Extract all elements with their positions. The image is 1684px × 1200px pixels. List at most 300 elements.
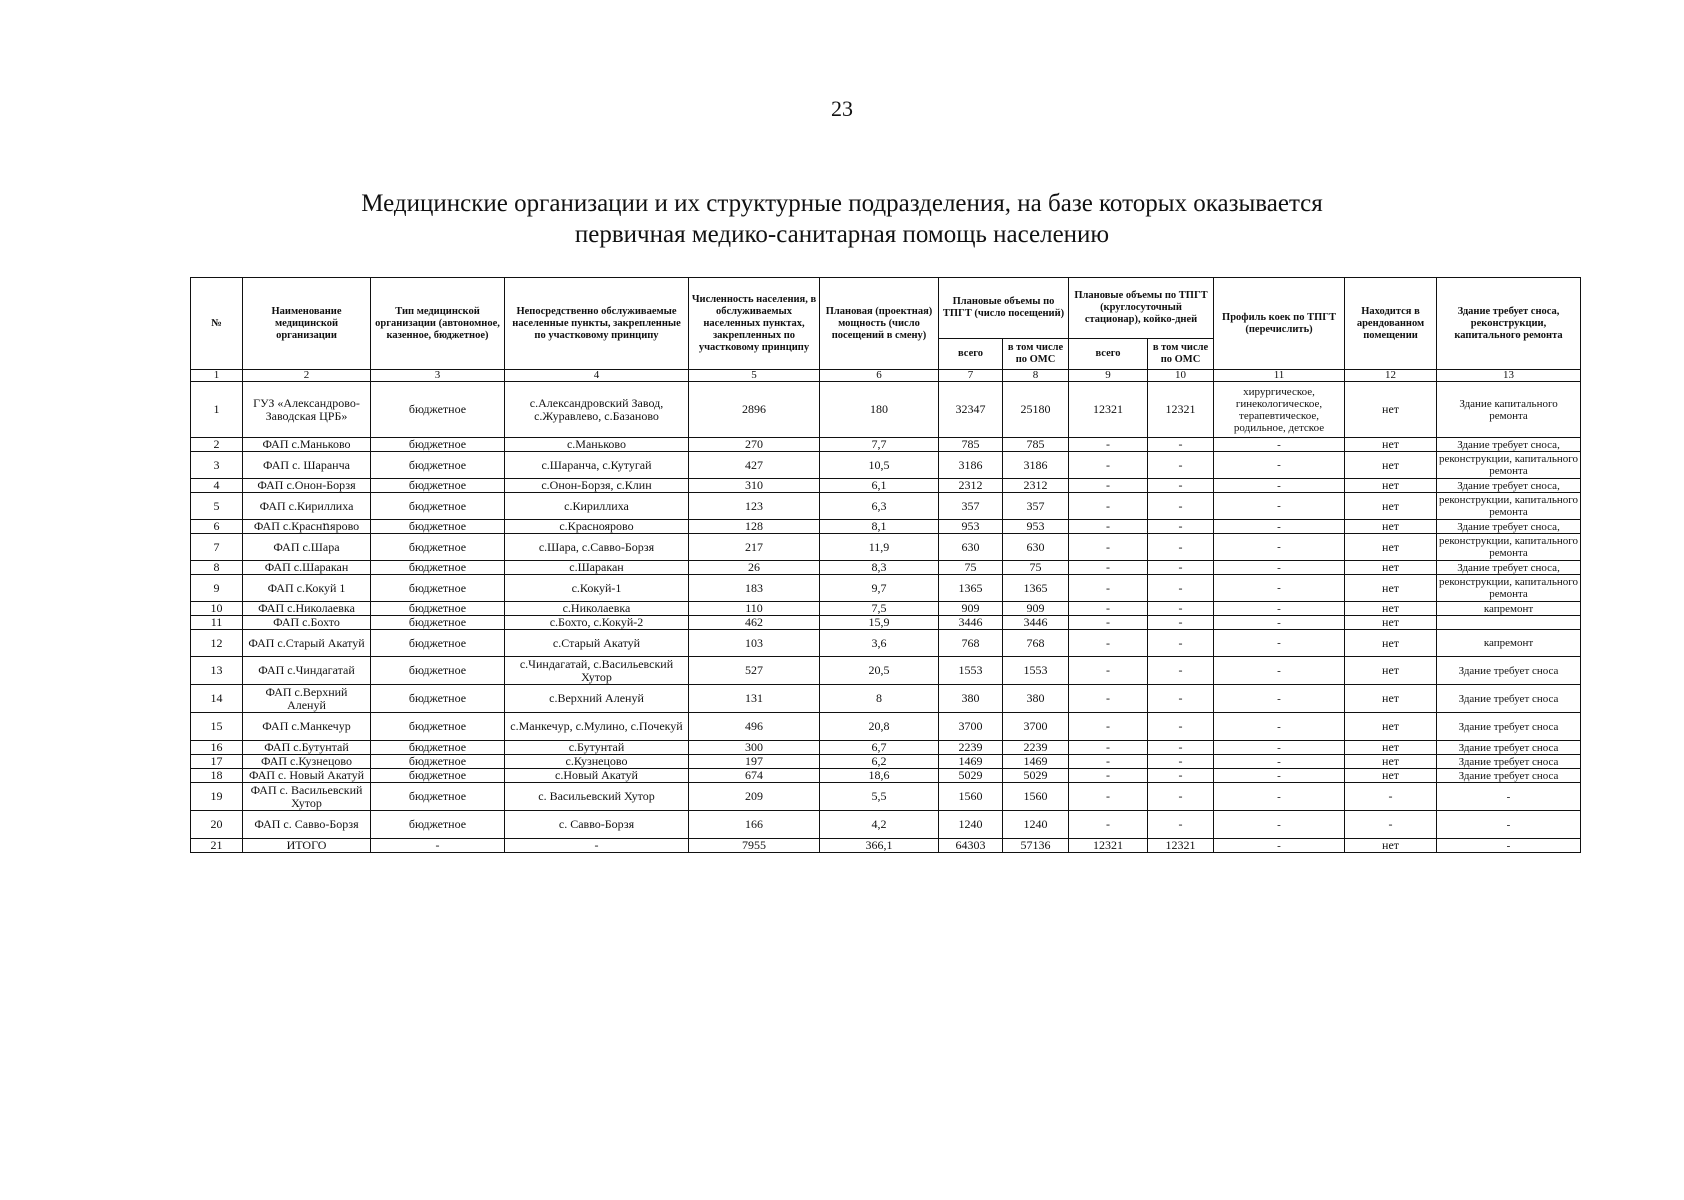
- cell-settlements: с.Старый Акатуй: [505, 630, 689, 657]
- cell-population: 427: [689, 452, 820, 479]
- cell-rented: нет: [1345, 616, 1437, 630]
- cell-capacity: 8,3: [820, 561, 939, 575]
- cell-org-name: ФАП с.Чиндагатай: [243, 657, 371, 685]
- column-number: 7: [939, 370, 1003, 382]
- cell-capacity: 18,6: [820, 769, 939, 783]
- cell-bed-profile: -: [1214, 657, 1345, 685]
- cell-population: 197: [689, 755, 820, 769]
- cell-beddays-total: -: [1069, 769, 1148, 783]
- cell-visits-oms: 357: [1003, 493, 1069, 520]
- cell-org-type: -: [371, 839, 505, 853]
- organizations-table: [190, 277, 1581, 853]
- cell-org-name: ФАП с.Маньково: [243, 438, 371, 452]
- cell-org-name: ФАП с. Васильевский Хутор: [243, 783, 371, 811]
- cell-population: 166: [689, 811, 820, 839]
- cell-visits-total: 357: [939, 493, 1003, 520]
- cell-visits-total: 5029: [939, 769, 1003, 783]
- cell-beddays-total: -: [1069, 561, 1148, 575]
- cell-beddays-oms: -: [1148, 630, 1214, 657]
- cell-number: 21: [191, 839, 243, 853]
- cell-beddays-oms: -: [1148, 755, 1214, 769]
- cell-number: 16: [191, 741, 243, 755]
- cell-number: 2: [191, 438, 243, 452]
- cell-capacity: 6,3: [820, 493, 939, 520]
- cell-visits-oms: 3700: [1003, 713, 1069, 741]
- cell-beddays-total: 12321: [1069, 382, 1148, 438]
- cell-capacity: 6,1: [820, 479, 939, 493]
- column-number: 13: [1437, 370, 1581, 382]
- cell-settlements: с.Николаевка: [505, 602, 689, 616]
- table-row: [191, 616, 1581, 630]
- cell-capacity: 180: [820, 382, 939, 438]
- cell-settlements: с.Бутунтай: [505, 741, 689, 755]
- cell-org-type: бюджетное: [371, 452, 505, 479]
- cell-visits-total: 1469: [939, 755, 1003, 769]
- cell-rented: нет: [1345, 630, 1437, 657]
- header-visits-total: всего: [939, 339, 1003, 370]
- cell-beddays-total: -: [1069, 657, 1148, 685]
- cell-rented: нет: [1345, 685, 1437, 713]
- cell-beddays-total: -: [1069, 755, 1148, 769]
- header-number: №: [191, 278, 243, 370]
- cell-population: 217: [689, 534, 820, 561]
- cell-building-state: реконструкции, капитального ремонта: [1437, 534, 1581, 561]
- cell-settlements: с.Кокуй-1: [505, 575, 689, 602]
- table-row: [191, 839, 1581, 853]
- cell-population: 270: [689, 438, 820, 452]
- cell-settlements: с.Новый Акатуй: [505, 769, 689, 783]
- cell-org-type: бюджетное: [371, 493, 505, 520]
- table-row: [191, 534, 1581, 561]
- cell-population: 674: [689, 769, 820, 783]
- cell-visits-oms: 5029: [1003, 769, 1069, 783]
- header-rented: Находится в арендованном помещении: [1345, 278, 1437, 370]
- cell-org-type: бюджетное: [371, 520, 505, 534]
- cell-org-name: ИТОГО: [243, 839, 371, 853]
- cell-beddays-total: -: [1069, 685, 1148, 713]
- cell-beddays-oms: -: [1148, 493, 1214, 520]
- column-number: 3: [371, 370, 505, 382]
- cell-rented: нет: [1345, 534, 1437, 561]
- table-row: [191, 630, 1581, 657]
- cell-org-type: бюджетное: [371, 479, 505, 493]
- cell-settlements: с. Васильевский Хутор: [505, 783, 689, 811]
- cell-beddays-total: -: [1069, 602, 1148, 616]
- cell-rented: нет: [1345, 520, 1437, 534]
- cell-visits-total: 64303: [939, 839, 1003, 853]
- cell-org-name: ФАП с. Шаранча: [243, 452, 371, 479]
- cell-capacity: 3,6: [820, 630, 939, 657]
- cell-bed-profile: -: [1214, 493, 1345, 520]
- cell-population: 527: [689, 657, 820, 685]
- cell-visits-oms: 75: [1003, 561, 1069, 575]
- cell-beddays-total: -: [1069, 493, 1148, 520]
- cell-bed-profile: -: [1214, 438, 1345, 452]
- cell-rented: нет: [1345, 493, 1437, 520]
- cell-number: 17: [191, 755, 243, 769]
- cell-building-state: реконструкции, капитального ремонта: [1437, 452, 1581, 479]
- cell-visits-total: 1553: [939, 657, 1003, 685]
- cell-bed-profile: -: [1214, 741, 1345, 755]
- cell-beddays-oms: -: [1148, 438, 1214, 452]
- header-settlements: Непосредственно обслуживаемые населенные пункты, закрепленные по участковому принципу: [505, 278, 689, 370]
- cell-rented: нет: [1345, 755, 1437, 769]
- cell-beddays-total: 12321: [1069, 839, 1148, 853]
- cell-org-type: бюджетное: [371, 811, 505, 839]
- cell-bed-profile: -: [1214, 630, 1345, 657]
- cell-population: 496: [689, 713, 820, 741]
- cell-building-state: капремонт: [1437, 630, 1581, 657]
- cell-beddays-total: -: [1069, 811, 1148, 839]
- cell-number: 10: [191, 602, 243, 616]
- cell-visits-total: 768: [939, 630, 1003, 657]
- column-number: 8: [1003, 370, 1069, 382]
- table-row: [191, 769, 1581, 783]
- cell-building-state: Здание требует сноса,: [1437, 479, 1581, 493]
- cell-number: 9: [191, 575, 243, 602]
- table-row: [191, 602, 1581, 616]
- cell-visits-oms: 1240: [1003, 811, 1069, 839]
- cell-building-state: Здание требует сноса: [1437, 755, 1581, 769]
- cell-visits-oms: 25180: [1003, 382, 1069, 438]
- table-row: [191, 755, 1581, 769]
- cell-capacity: 7,5: [820, 602, 939, 616]
- title-line-2: первичная медико-санитарная помощь населению: [574, 221, 1110, 248]
- cell-visits-oms: 1469: [1003, 755, 1069, 769]
- cell-bed-profile: -: [1214, 811, 1345, 839]
- cell-bed-profile: -: [1214, 561, 1345, 575]
- cell-number: 7: [191, 534, 243, 561]
- cell-org-name: ФАП с.Бохто: [243, 616, 371, 630]
- cell-building-state: Здание требует сноса,: [1437, 438, 1581, 452]
- cell-org-name: ФАП с.Онон-Борзя: [243, 479, 371, 493]
- cell-rented: нет: [1345, 769, 1437, 783]
- cell-org-name: ФАП с.Николаевка: [243, 602, 371, 616]
- cell-settlements: -: [505, 839, 689, 853]
- column-number: 1: [191, 370, 243, 382]
- table-row: [191, 452, 1581, 479]
- cell-org-type: бюджетное: [371, 438, 505, 452]
- cell-settlements: с.Чиндагатай, с.Васильевский Хутор: [505, 657, 689, 685]
- cell-number: 18: [191, 769, 243, 783]
- cell-visits-oms: 3446: [1003, 616, 1069, 630]
- table-row: [191, 438, 1581, 452]
- cell-beddays-total: -: [1069, 534, 1148, 561]
- cell-number: 12: [191, 630, 243, 657]
- cell-bed-profile: -: [1214, 685, 1345, 713]
- column-number: 10: [1148, 370, 1214, 382]
- table-row: [191, 479, 1581, 493]
- cell-bed-profile: -: [1214, 713, 1345, 741]
- header-beddays-total: всего: [1069, 339, 1148, 370]
- cell-capacity: 20,5: [820, 657, 939, 685]
- cell-number: 6: [191, 520, 243, 534]
- cell-building-state: Здание требует сноса: [1437, 713, 1581, 741]
- cell-population: 310: [689, 479, 820, 493]
- cell-visits-oms: 953: [1003, 520, 1069, 534]
- cell-org-type: бюджетное: [371, 755, 505, 769]
- cell-bed-profile: -: [1214, 783, 1345, 811]
- header-org-type: Тип медицинской организации (автономное, казенное, бюджетное): [371, 278, 505, 370]
- cell-settlements: с.Верхний Аленуй: [505, 685, 689, 713]
- cell-beddays-total: -: [1069, 452, 1148, 479]
- cell-settlements: с.Онон-Борзя, с.Клин: [505, 479, 689, 493]
- cell-org-name: ФАП с.Кириллиха: [243, 493, 371, 520]
- cell-beddays-oms: -: [1148, 575, 1214, 602]
- cell-bed-profile: -: [1214, 602, 1345, 616]
- cell-org-name: ФАП с.Шара: [243, 534, 371, 561]
- cell-capacity: 11,9: [820, 534, 939, 561]
- column-numbers-row: [191, 370, 1581, 382]
- cell-visits-total: 75: [939, 561, 1003, 575]
- cell-number: 8: [191, 561, 243, 575]
- cell-settlements: с.Александровский Завод, с.Журавлево, с.Базаново: [505, 382, 689, 438]
- cell-capacity: 6,7: [820, 741, 939, 755]
- cell-visits-total: 785: [939, 438, 1003, 452]
- cell-population: 462: [689, 616, 820, 630]
- cell-visits-total: 3446: [939, 616, 1003, 630]
- cell-beddays-oms: -: [1148, 534, 1214, 561]
- cell-capacity: 7,7: [820, 438, 939, 452]
- cell-beddays-oms: 12321: [1148, 839, 1214, 853]
- cell-bed-profile: -: [1214, 452, 1345, 479]
- cell-bed-profile: -: [1214, 769, 1345, 783]
- cell-building-state: Здание капитального ремонта: [1437, 382, 1581, 438]
- cell-number: 15: [191, 713, 243, 741]
- header-org-name: Наименование медицинской организации: [243, 278, 371, 370]
- cell-org-type: бюджетное: [371, 616, 505, 630]
- cell-org-name: ФАП с.Краснոярово: [243, 520, 371, 534]
- header-building-state: Здание требует сноса, реконструкции, капитального ремонта: [1437, 278, 1581, 370]
- cell-building-state: Здание требует сноса,: [1437, 561, 1581, 575]
- cell-capacity: 4,2: [820, 811, 939, 839]
- cell-org-name: ФАП с. Савво-Борзя: [243, 811, 371, 839]
- table-row: [191, 685, 1581, 713]
- cell-rented: нет: [1345, 713, 1437, 741]
- cell-bed-profile: -: [1214, 839, 1345, 853]
- cell-beddays-oms: -: [1148, 713, 1214, 741]
- cell-org-name: ФАП с.Шаракан: [243, 561, 371, 575]
- cell-population: 131: [689, 685, 820, 713]
- cell-beddays-oms: -: [1148, 811, 1214, 839]
- cell-population: 7955: [689, 839, 820, 853]
- cell-settlements: с.Шара, с.Савво-Борзя: [505, 534, 689, 561]
- page-title: [0, 188, 1684, 250]
- cell-population: 183: [689, 575, 820, 602]
- cell-visits-oms: 909: [1003, 602, 1069, 616]
- cell-beddays-total: -: [1069, 479, 1148, 493]
- cell-beddays-total: -: [1069, 713, 1148, 741]
- cell-bed-profile: -: [1214, 520, 1345, 534]
- cell-building-state: реконструкции, капитального ремонта: [1437, 493, 1581, 520]
- cell-org-type: бюджетное: [371, 534, 505, 561]
- cell-rented: нет: [1345, 839, 1437, 853]
- cell-capacity: 366,1: [820, 839, 939, 853]
- table-row: [191, 811, 1581, 839]
- cell-visits-oms: 2312: [1003, 479, 1069, 493]
- table-row: [191, 657, 1581, 685]
- cell-visits-total: 2239: [939, 741, 1003, 755]
- header-population: Численность населения, в обслуживаемых населенных пунктах, закрепленных по участковому принципу: [689, 278, 820, 370]
- table-row: [191, 493, 1581, 520]
- cell-building-state: реконструкции, капитального ремонта: [1437, 575, 1581, 602]
- column-number: 6: [820, 370, 939, 382]
- column-number: 4: [505, 370, 689, 382]
- cell-rented: нет: [1345, 741, 1437, 755]
- cell-number: 11: [191, 616, 243, 630]
- cell-rented: -: [1345, 783, 1437, 811]
- cell-bed-profile: хирургическое, гинекологическое, терапевтическое, родильное, детское: [1214, 382, 1345, 438]
- cell-population: 128: [689, 520, 820, 534]
- column-number: 12: [1345, 370, 1437, 382]
- cell-beddays-oms: -: [1148, 452, 1214, 479]
- cell-org-type: бюджетное: [371, 657, 505, 685]
- cell-visits-total: 909: [939, 602, 1003, 616]
- cell-beddays-oms: -: [1148, 479, 1214, 493]
- cell-settlements: с.Манкечур, с.Мулино, с.Почекуй: [505, 713, 689, 741]
- cell-rented: нет: [1345, 602, 1437, 616]
- cell-visits-oms: 1365: [1003, 575, 1069, 602]
- cell-building-state: капремонт: [1437, 602, 1581, 616]
- cell-beddays-total: -: [1069, 783, 1148, 811]
- header-beddays-group: Плановые объемы по ТПГТ (круглосуточный стационар), койко-дней: [1069, 278, 1214, 339]
- cell-visits-total: 1240: [939, 811, 1003, 839]
- cell-org-type: бюджетное: [371, 561, 505, 575]
- cell-capacity: 6,2: [820, 755, 939, 769]
- cell-org-name: ФАП с.Старый Акатуй: [243, 630, 371, 657]
- cell-population: 209: [689, 783, 820, 811]
- cell-rented: нет: [1345, 382, 1437, 438]
- cell-org-name: ГУЗ «Александрово-Заводская ЦРБ»: [243, 382, 371, 438]
- cell-org-name: ФАП с.Кузнецово: [243, 755, 371, 769]
- header-beddays-oms: в том числе по ОМС: [1148, 339, 1214, 370]
- cell-visits-oms: 2239: [1003, 741, 1069, 755]
- cell-population: 103: [689, 630, 820, 657]
- cell-building-state: [1437, 616, 1581, 630]
- cell-capacity: 15,9: [820, 616, 939, 630]
- cell-rented: нет: [1345, 657, 1437, 685]
- cell-visits-total: 3700: [939, 713, 1003, 741]
- cell-number: 3: [191, 452, 243, 479]
- cell-beddays-oms: -: [1148, 741, 1214, 755]
- cell-org-type: бюджетное: [371, 630, 505, 657]
- cell-org-name: ФАП с. Новый Акатуй: [243, 769, 371, 783]
- cell-number: 4: [191, 479, 243, 493]
- cell-settlements: с.Красноярово: [505, 520, 689, 534]
- table-row: [191, 520, 1581, 534]
- cell-capacity: 8,1: [820, 520, 939, 534]
- cell-beddays-oms: -: [1148, 616, 1214, 630]
- cell-visits-total: 953: [939, 520, 1003, 534]
- cell-capacity: 8: [820, 685, 939, 713]
- cell-visits-total: 32347: [939, 382, 1003, 438]
- cell-org-name: ФАП с.Манкечур: [243, 713, 371, 741]
- cell-population: 123: [689, 493, 820, 520]
- cell-building-state: Здание требует сноса: [1437, 657, 1581, 685]
- cell-org-type: бюджетное: [371, 783, 505, 811]
- cell-building-state: Здание требует сноса: [1437, 769, 1581, 783]
- cell-population: 300: [689, 741, 820, 755]
- cell-org-type: бюджетное: [371, 713, 505, 741]
- page-number: 23: [831, 96, 853, 121]
- cell-visits-total: 630: [939, 534, 1003, 561]
- cell-org-name: ФАП с.Кокуй 1: [243, 575, 371, 602]
- cell-settlements: с. Савво-Борзя: [505, 811, 689, 839]
- table-row: [191, 713, 1581, 741]
- cell-beddays-total: -: [1069, 616, 1148, 630]
- cell-settlements: с.Маньково: [505, 438, 689, 452]
- table-row: [191, 741, 1581, 755]
- cell-visits-total: 1560: [939, 783, 1003, 811]
- cell-capacity: 10,5: [820, 452, 939, 479]
- cell-building-state: Здание требует сноса: [1437, 685, 1581, 713]
- cell-org-type: бюджетное: [371, 575, 505, 602]
- cell-rented: нет: [1345, 438, 1437, 452]
- cell-bed-profile: -: [1214, 575, 1345, 602]
- header-visits-oms: в том числе по ОМС: [1003, 339, 1069, 370]
- cell-org-type: бюджетное: [371, 741, 505, 755]
- cell-visits-oms: 1560: [1003, 783, 1069, 811]
- cell-beddays-oms: -: [1148, 520, 1214, 534]
- cell-capacity: 9,7: [820, 575, 939, 602]
- cell-org-name: ФАП с.Верхний Аленуй: [243, 685, 371, 713]
- cell-bed-profile: -: [1214, 616, 1345, 630]
- cell-visits-oms: 1553: [1003, 657, 1069, 685]
- table-row: [191, 783, 1581, 811]
- cell-building-state: -: [1437, 783, 1581, 811]
- cell-settlements: с.Кузнецово: [505, 755, 689, 769]
- header-visits-group: Плановые объемы по ТПГТ (число посещений): [939, 278, 1069, 339]
- cell-rented: нет: [1345, 479, 1437, 493]
- cell-number: 13: [191, 657, 243, 685]
- cell-capacity: 5,5: [820, 783, 939, 811]
- column-number: 5: [689, 370, 820, 382]
- cell-visits-total: 380: [939, 685, 1003, 713]
- cell-population: 2896: [689, 382, 820, 438]
- cell-rented: нет: [1345, 452, 1437, 479]
- column-number: 2: [243, 370, 371, 382]
- cell-visits-oms: 380: [1003, 685, 1069, 713]
- cell-number: 20: [191, 811, 243, 839]
- cell-beddays-total: -: [1069, 630, 1148, 657]
- cell-beddays-oms: -: [1148, 602, 1214, 616]
- cell-org-type: бюджетное: [371, 769, 505, 783]
- cell-bed-profile: -: [1214, 479, 1345, 493]
- header-capacity: Плановая (проектная) мощность (число посещений в смену): [820, 278, 939, 370]
- cell-bed-profile: -: [1214, 755, 1345, 769]
- table-body: [191, 382, 1581, 853]
- cell-org-type: бюджетное: [371, 382, 505, 438]
- cell-visits-total: 2312: [939, 479, 1003, 493]
- cell-beddays-total: -: [1069, 575, 1148, 602]
- cell-number: 1: [191, 382, 243, 438]
- table-row: [191, 561, 1581, 575]
- table-row: [191, 382, 1581, 438]
- cell-beddays-oms: -: [1148, 783, 1214, 811]
- cell-number: 14: [191, 685, 243, 713]
- cell-settlements: с.Кириллиха: [505, 493, 689, 520]
- cell-org-name: ФАП с.Бутунтай: [243, 741, 371, 755]
- cell-number: 5: [191, 493, 243, 520]
- cell-org-type: бюджетное: [371, 602, 505, 616]
- cell-settlements: с.Шаранча, с.Кутугай: [505, 452, 689, 479]
- cell-beddays-oms: -: [1148, 561, 1214, 575]
- cell-building-state: Здание требует сноса,: [1437, 520, 1581, 534]
- cell-settlements: с.Бохто, с.Кокуй-2: [505, 616, 689, 630]
- cell-beddays-oms: 12321: [1148, 382, 1214, 438]
- cell-building-state: -: [1437, 811, 1581, 839]
- header-bed-profile: Профиль коек по ТПГТ (перечислить): [1214, 278, 1345, 370]
